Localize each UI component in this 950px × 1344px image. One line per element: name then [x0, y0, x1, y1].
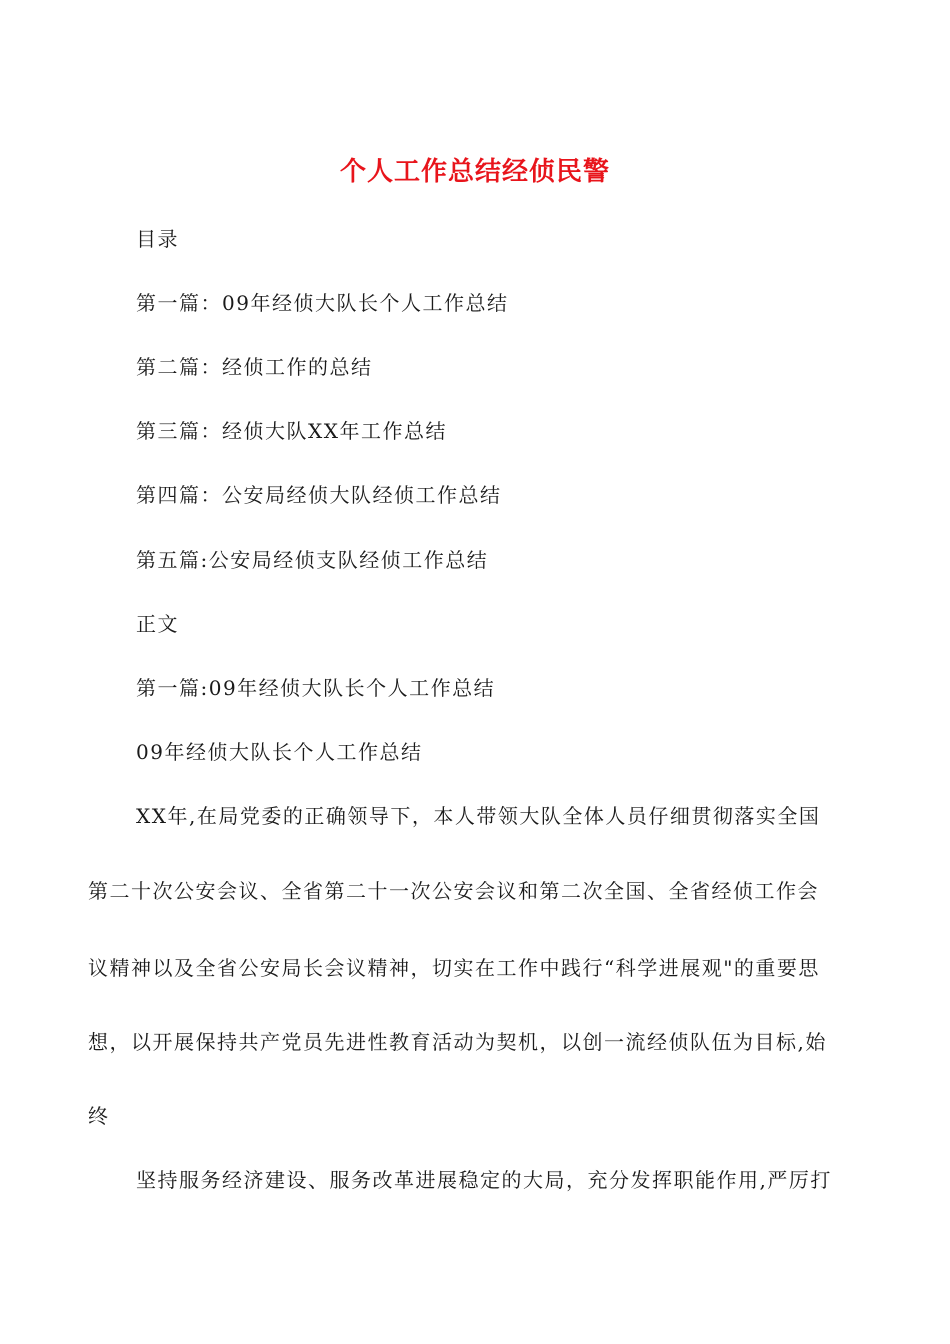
toc-item: 第五篇:公安局经侦支队经侦工作总结 [136, 548, 489, 572]
section-subtitle: 09年经侦大队长个人工作总结 [136, 740, 423, 764]
toc-item: 第四篇：公安局经侦大队经侦工作总结 [136, 483, 502, 507]
paragraph-line: 坚持服务经济建设、服务改革进展稳定的大局，充分发挥职能作用,严厉打 [136, 1168, 832, 1192]
paragraph-line: 终 [88, 1104, 110, 1128]
toc-item: 第二篇：经侦工作的总结 [136, 355, 373, 379]
toc-item: 第三篇：经侦大队XX年工作总结 [136, 419, 447, 443]
document-title: 个人工作总结经侦民警 [339, 157, 610, 187]
toc-heading: 目录 [136, 227, 179, 251]
toc-item: 第一篇：09年经侦大队长个人工作总结 [136, 291, 509, 315]
paragraph-line: 第二十次公安会议、全省第二十一次公安会议和第二次全国、全省经侦工作会 [88, 879, 819, 903]
paragraph-line: 议精神以及全省公安局长会议精神，切实在工作中践行“科学进展观"的重要思 [88, 956, 820, 980]
section-heading: 第一篇:09年经侦大队长个人工作总结 [136, 676, 496, 700]
body-heading: 正文 [136, 612, 179, 636]
paragraph-line: XX年,在局党委的正确领导下，本人带领大队全体人员仔细贯彻落实全国 [136, 804, 821, 828]
paragraph-line: 想，以开展保持共产党员先进性教育活动为契机，以创一流经侦队伍为目标,始 [88, 1030, 827, 1054]
